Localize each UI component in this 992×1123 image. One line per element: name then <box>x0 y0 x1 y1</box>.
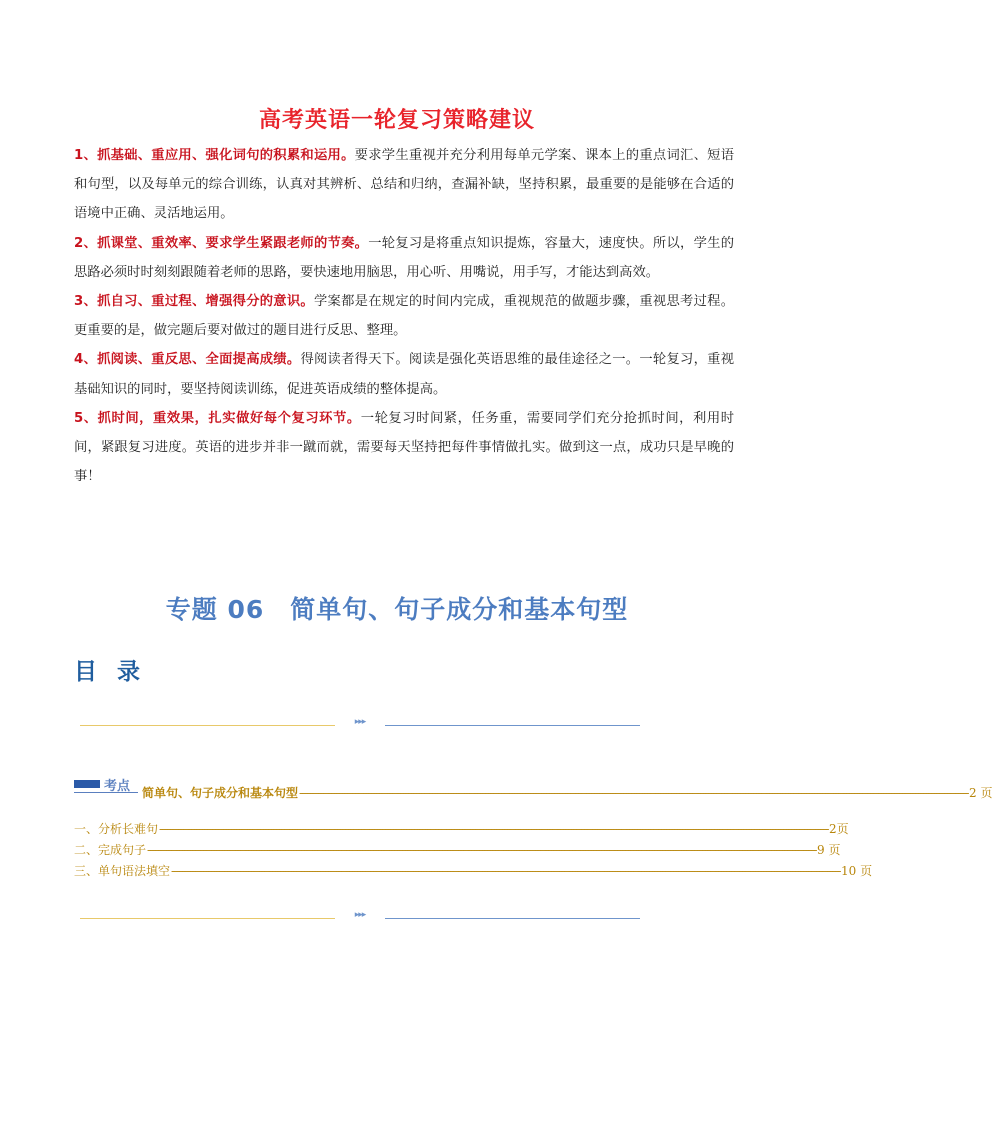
toc-leader: ------------------------------------------------------------------------------------------------------------------------------------------------------------------------------------------------------------------------------------------------------------ <box>147 843 816 857</box>
separator-line-blue <box>385 725 640 726</box>
badge-underline <box>74 792 138 793</box>
separator-line-gold <box>80 918 335 919</box>
tip-text: 一轮复习是将重点知识提炼，容量大，速度快。所以，学生的思路必须时时刻刻跟随着老师的思路，要快速地用脑思，用心听、用嘴说，用手写，才能达到高效。 <box>74 235 734 280</box>
study-tips <box>74 141 734 491</box>
separator-top <box>80 717 640 730</box>
toc-leader: ------------------------------------------------------------------------------------------------------------------------------------------------------------------------------------------------------------------------------------------------------------ <box>171 864 840 878</box>
toc-leader: ------------------------------------------------------------------------------------------------------------------------------------------------------------------------------------------------------------------------------------------------------------ <box>299 786 968 800</box>
tip-paragraph <box>74 141 734 229</box>
toc-page-number: 10 页 <box>841 864 873 878</box>
tip-paragraph <box>74 345 734 403</box>
separator-line-blue <box>385 918 640 919</box>
toc-page-number: 2页 <box>829 822 849 836</box>
page-title: 高考英语一轮复习策略建议 <box>258 108 535 133</box>
toc-entry-label: 二、完成句子 <box>74 843 147 857</box>
tip-highlight: 3、抓自习、重过程、增强得分的意识。 <box>74 294 314 310</box>
tip-highlight: 5、抓时间，重效果，扎实做好每个复习环节。 <box>74 410 361 426</box>
tip-highlight: 1、抓基础、重应用、强化词句的积累和运用。 <box>74 148 355 163</box>
tip-highlight: 2、抓课堂、重效率、要求学生紧跟老师的节奏。 <box>74 235 369 251</box>
separator-bottom <box>80 910 640 923</box>
toc-page-number: 2 页 <box>969 786 992 800</box>
arrow-icon: ▸▸▸ <box>354 910 366 920</box>
tip-paragraph <box>74 287 734 345</box>
toc-main-entry[interactable] <box>142 784 992 801</box>
toc-entry[interactable] <box>74 841 841 858</box>
tip-text: 要求学生重视并充分利用每单元学案、课本上的重点词汇、短语和句型，以及每单元的综合训练，认真对其辨析、总结和归纳，查漏补缺，坚持积累，最重要的是能够在合适的语境中正确、灵活地运用。 <box>74 148 734 222</box>
badge-label: 考点 <box>104 779 131 794</box>
toc-leader: ------------------------------------------------------------------------------------------------------------------------------------------------------------------------------------------------------------------------------------------------------------ <box>159 822 828 836</box>
tip-highlight: 4、抓阅读、重反思、全面提高成绩。 <box>74 352 301 368</box>
tip-text: 学案都是在规定的时间内完成，重视规范的做题步骤，重视思考过程。更重要的是，做完题后要对做过的题目进行反思、整理。 <box>74 294 734 339</box>
tip-text: 得阅读者得天下。阅读是强化英语思维的最佳途径之一。一轮复习，重视基础知识的同时，要坚持阅读训练，促进英语成绩的整体提高。 <box>74 352 734 397</box>
topic-title: 专题 06 简单句、句子成分和基本句型 <box>165 595 629 624</box>
toc-page-number: 9 页 <box>817 843 841 857</box>
toc-entry[interactable] <box>74 862 873 879</box>
badge-bar <box>74 780 100 788</box>
toc-entry-label: 一、分析长难句 <box>74 822 159 836</box>
toc-entry-label: 简单句、句子成分和基本句型 <box>142 786 299 800</box>
kaodian-badge <box>74 778 138 796</box>
toc-entry[interactable] <box>74 820 849 837</box>
separator-line-gold <box>80 725 335 726</box>
tip-paragraph <box>74 404 734 492</box>
toc-entry-label: 三、单句语法填空 <box>74 864 171 878</box>
toc-heading: 目 录 <box>74 659 147 685</box>
tip-paragraph <box>74 229 734 287</box>
arrow-icon: ▸▸▸ <box>354 717 366 727</box>
tip-text: 一轮复习时间紧，任务重，需要同学们充分抢抓时间，利用时间，紧跟复习进度。英语的进步并非一蹴而就，需要每天坚持把每件事情做扎实。做到这一点，成功只是早晚的事！ <box>74 410 734 485</box>
